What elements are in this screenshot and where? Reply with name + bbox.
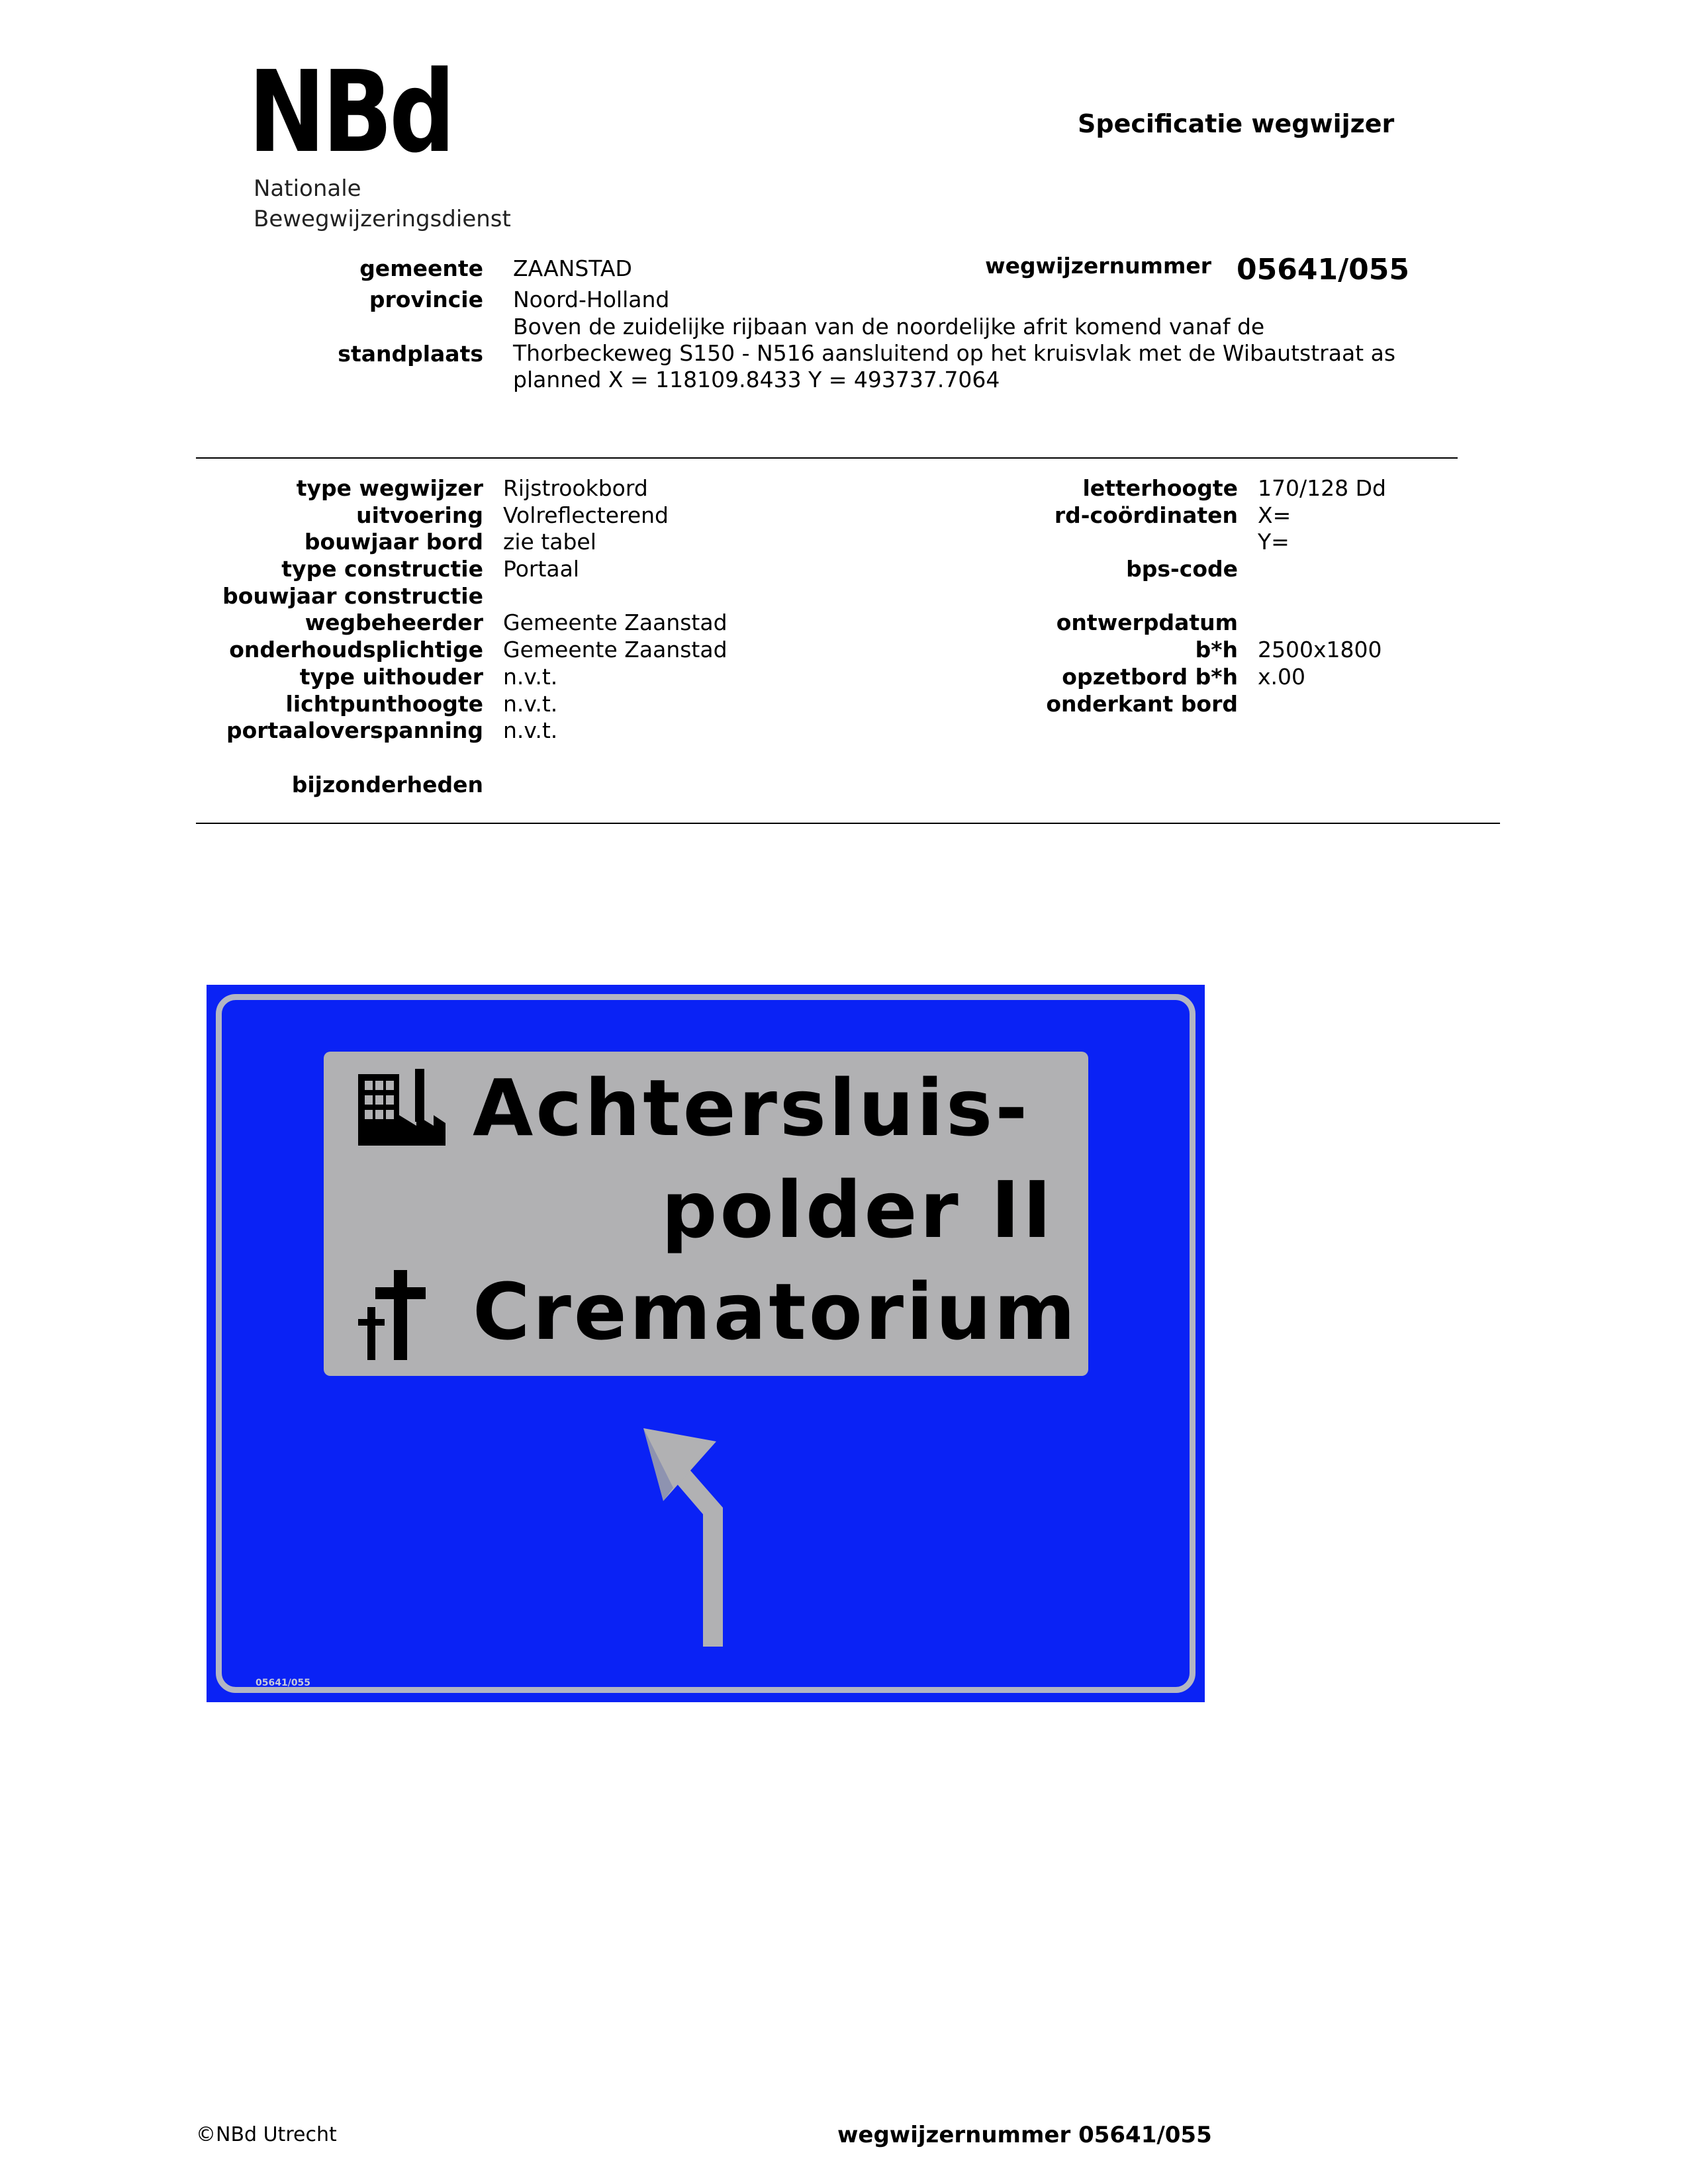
- spec-label: [960, 583, 1238, 610]
- footer-copyright: ©NBd Utrecht: [196, 2123, 337, 2146]
- spec-value: Gemeente Zaanstad: [503, 637, 727, 663]
- spec-value: Portaal: [503, 556, 580, 582]
- specs-left-values: [503, 475, 727, 745]
- standplaats-value: [513, 314, 1395, 393]
- standplaats-line: Thorbeckeweg S150 - N516 aansluitend op het kruisvlak met de Wibautstraat as: [513, 340, 1396, 366]
- spec-value: [1258, 610, 1386, 637]
- bijzonderheden-label: bijzonderheden: [291, 772, 483, 797]
- spec-value: x.00: [1258, 663, 1306, 690]
- spec-value: [503, 583, 727, 610]
- org-name-line1: Nationale: [254, 175, 361, 202]
- spec-label: onderhoudsplichtige: [229, 637, 483, 663]
- spec-value: [1258, 556, 1386, 583]
- spec-label: ontwerpdatum: [1056, 610, 1238, 636]
- destination-panel: [324, 1052, 1088, 1376]
- spec-value: [1258, 691, 1386, 718]
- industry-icon: [355, 1069, 448, 1148]
- wegwijzernummer-value: 05641/055: [1237, 253, 1409, 287]
- spec-label: bps-code: [1126, 556, 1238, 582]
- specs-right-labels: [960, 475, 1238, 717]
- spec-value: Y=: [1258, 529, 1289, 555]
- spec-label: bouwjaar constructie: [222, 582, 483, 609]
- spec-label: b*h: [1195, 637, 1238, 663]
- spec-label: [960, 529, 1238, 556]
- spec-value: Gemeente Zaanstad: [503, 610, 727, 636]
- spec-label: lichtpunthoogte: [285, 690, 483, 717]
- destination-line-3: Crematorium: [473, 1266, 1078, 1357]
- destination-line-1: Achtersluis-: [473, 1062, 1031, 1154]
- spec-label: letterhoogte: [1082, 475, 1238, 501]
- provincie-value: Noord-Holland: [513, 287, 670, 312]
- spec-value: 2500x1800: [1258, 637, 1382, 663]
- nbd-logo: NBd: [248, 47, 452, 178]
- spec-label: opzetbord b*h: [1062, 663, 1238, 690]
- destination-line-2: polder II: [661, 1164, 1055, 1255]
- spec-label: uitvoering: [356, 502, 483, 528]
- spec-label: type uithouder: [299, 663, 483, 690]
- footer-number: wegwijzernummer 05641/055: [837, 2122, 1212, 2148]
- specs-left-labels: [172, 475, 483, 745]
- arrow-up-left-icon: [637, 1422, 769, 1647]
- divider-top: [196, 457, 1458, 459]
- spec-label: portaaloverspanning: [226, 717, 483, 744]
- sign-code-label: 05641/055: [256, 1678, 311, 1688]
- standplaats-label: standplaats: [338, 341, 483, 367]
- spec-value: zie tabel: [503, 529, 596, 555]
- document-title: Specificatie wegwijzer: [1078, 109, 1395, 138]
- gemeente-label: gemeente: [359, 255, 483, 281]
- spec-label: rd-coördinaten: [1054, 502, 1238, 528]
- standplaats-line: Boven de zuidelijke rijbaan van de noordelijke afrit komend vanaf de: [513, 314, 1265, 340]
- org-name: [254, 173, 511, 234]
- spec-label: type constructie: [281, 556, 483, 582]
- spec-value: [1258, 583, 1386, 610]
- org-name-line2: Bewegwijzeringsdienst: [254, 206, 511, 232]
- divider-bottom: [196, 823, 1500, 824]
- spec-label: bouwjaar bord: [304, 529, 483, 555]
- spec-label: wegbeheerder: [305, 610, 483, 636]
- spec-value: X=: [1258, 502, 1291, 528]
- spec-value: n.v.t.: [503, 717, 558, 744]
- wegwijzernummer-label: wegwijzernummer: [985, 253, 1211, 279]
- spec-value: 170/128 Dd: [1258, 475, 1386, 501]
- road-sign: [207, 985, 1205, 1702]
- gemeente-value: ZAANSTAD: [513, 255, 632, 281]
- specs-right-values: [1258, 475, 1386, 717]
- spec-value: n.v.t.: [503, 663, 558, 690]
- spec-value: Rijstrookbord: [503, 475, 648, 501]
- spec-value: Volreflecterend: [503, 502, 669, 528]
- standplaats-line: planned X = 118109.8433 Y = 493737.7064: [513, 367, 1000, 392]
- cemetery-cross-icon: [355, 1270, 448, 1363]
- spec-label: type wegwijzer: [296, 475, 483, 501]
- spec-label: onderkant bord: [1046, 690, 1238, 717]
- spec-value: n.v.t.: [503, 690, 558, 717]
- provincie-label: provincie: [369, 287, 483, 312]
